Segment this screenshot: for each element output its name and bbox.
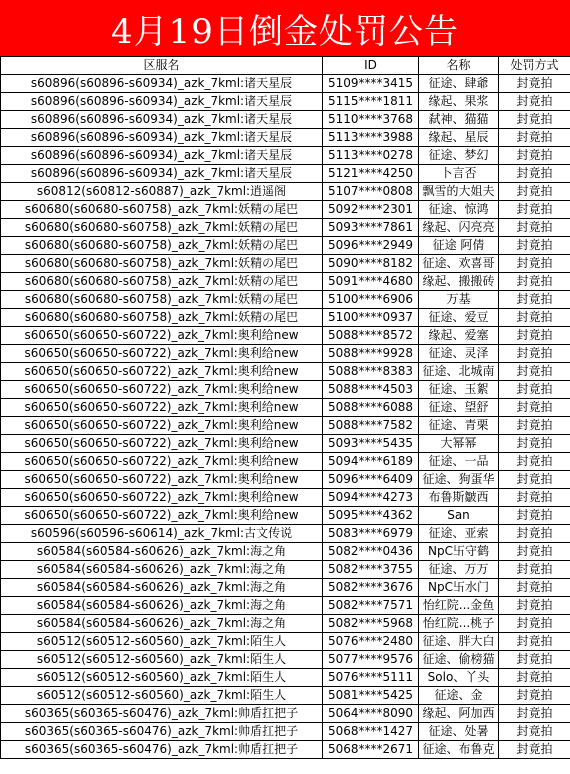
cell-server: s60650(s60650-s60722)_azk_7kml:奥利给new — [1, 489, 323, 507]
cell-server: s60896(s60896-s60934)_azk_7kml:诸天星辰 — [1, 75, 323, 93]
cell-server: s60584(s60584-s60626)_azk_7kml:海之角 — [1, 579, 323, 597]
cell-server: s60650(s60650-s60722)_azk_7kml:奥利给new — [1, 453, 323, 471]
cell-penalty: 封竟拍 — [499, 183, 570, 201]
cell-penalty: 封竟拍 — [499, 687, 570, 705]
cell-id: 5094****6189 — [323, 453, 419, 471]
table-row — [1, 579, 570, 597]
cell-name: 征途、金 — [419, 687, 499, 705]
table-row — [1, 615, 570, 633]
table-row — [1, 201, 570, 219]
cell-id: 5100****6906 — [323, 291, 419, 309]
cell-id: 5113****3988 — [323, 129, 419, 147]
cell-penalty: 封竟拍 — [499, 381, 570, 399]
cell-id: 5115****1811 — [323, 93, 419, 111]
cell-server: s60650(s60650-s60722)_azk_7kml:奥利给new — [1, 363, 323, 381]
cell-penalty: 封竟拍 — [499, 147, 570, 165]
cell-name: 征途、惊鸿 — [419, 201, 499, 219]
cell-penalty: 封竟拍 — [499, 723, 570, 741]
cell-server: s60812(s60812-s60887)_azk_7kml:逍遥阁 — [1, 183, 323, 201]
cell-id: 5064****8090 — [323, 705, 419, 723]
cell-name: 征途、处暑 — [419, 723, 499, 741]
cell-name: 征途、灵泽 — [419, 345, 499, 363]
cell-id: 5107****0808 — [323, 183, 419, 201]
table-row — [1, 399, 570, 417]
table-row — [1, 561, 570, 579]
table-row — [1, 471, 570, 489]
cell-penalty: 封竟拍 — [499, 471, 570, 489]
cell-name: NpC卐守鹤 — [419, 543, 499, 561]
cell-penalty: 封竟拍 — [499, 273, 570, 291]
table-row — [1, 129, 570, 147]
cell-id: 5091****4680 — [323, 273, 419, 291]
cell-server: s60584(s60584-s60626)_azk_7kml:海之角 — [1, 543, 323, 561]
cell-id: 5082****3676 — [323, 579, 419, 597]
cell-penalty: 封竟拍 — [499, 363, 570, 381]
table-row — [1, 507, 570, 525]
cell-name: 征途、青栗 — [419, 417, 499, 435]
cell-id: 5093****7861 — [323, 219, 419, 237]
header-server: 区服名 — [1, 57, 323, 75]
header-penalty: 处罚方式 — [499, 57, 570, 75]
cell-penalty: 封竟拍 — [499, 417, 570, 435]
cell-penalty: 封竟拍 — [499, 201, 570, 219]
cell-name: 缘起、爱塞 — [419, 327, 499, 345]
cell-server: s60650(s60650-s60722)_azk_7kml:奥利给new — [1, 471, 323, 489]
cell-name: 征途、万万 — [419, 561, 499, 579]
cell-id: 5082****5968 — [323, 615, 419, 633]
cell-id: 5090****8182 — [323, 255, 419, 273]
cell-server: s60650(s60650-s60722)_azk_7kml:奥利给new — [1, 327, 323, 345]
table-row — [1, 363, 570, 381]
cell-name: 布鲁斯皺西 — [419, 489, 499, 507]
cell-id: 5088****8383 — [323, 363, 419, 381]
cell-name: 飘雪的大姐夫 — [419, 183, 499, 201]
cell-id: 5095****4362 — [323, 507, 419, 525]
table-row — [1, 651, 570, 669]
table-row — [1, 435, 570, 453]
cell-penalty: 封竟拍 — [499, 237, 570, 255]
cell-id: 5068****1427 — [323, 723, 419, 741]
cell-name: 缘起、搬搬砖 — [419, 273, 499, 291]
cell-name: 征途、北城南 — [419, 363, 499, 381]
cell-id: 5113****0278 — [323, 147, 419, 165]
table-row — [1, 489, 570, 507]
cell-server: s60680(s60680-s60758)_azk_7kml:妖精の尾巴 — [1, 201, 323, 219]
table-row — [1, 147, 570, 165]
table-row — [1, 345, 570, 363]
table-row — [1, 327, 570, 345]
cell-server: s60650(s60650-s60722)_azk_7kml:奥利给new — [1, 435, 323, 453]
cell-id: 5110****3768 — [323, 111, 419, 129]
table-row — [1, 525, 570, 543]
table-row — [1, 93, 570, 111]
cell-name: 征途、狗蛋华 — [419, 471, 499, 489]
cell-penalty: 封竟拍 — [499, 219, 570, 237]
cell-name: 征途、爱豆 — [419, 309, 499, 327]
cell-penalty: 封竟拍 — [499, 507, 570, 525]
cell-id: 5088****4503 — [323, 381, 419, 399]
cell-penalty: 封竟拍 — [499, 453, 570, 471]
table-row — [1, 417, 570, 435]
table-row — [1, 723, 570, 741]
cell-server: s60680(s60680-s60758)_azk_7kml:妖精の尾巴 — [1, 309, 323, 327]
cell-penalty: 封竟拍 — [499, 489, 570, 507]
cell-server: s60512(s60512-s60560)_azk_7kml:陌生人 — [1, 687, 323, 705]
cell-id: 5100****0937 — [323, 309, 419, 327]
cell-server: s60512(s60512-s60560)_azk_7kml:陌生人 — [1, 633, 323, 651]
cell-penalty: 封竟拍 — [499, 93, 570, 111]
cell-server: s60896(s60896-s60934)_azk_7kml:诸天星辰 — [1, 129, 323, 147]
cell-name: 征途、偷榜猫 — [419, 651, 499, 669]
table-row — [1, 453, 570, 471]
cell-name: NpC卐水门 — [419, 579, 499, 597]
cell-server: s60512(s60512-s60560)_azk_7kml:陌生人 — [1, 669, 323, 687]
cell-server: s60680(s60680-s60758)_azk_7kml:妖精の尾巴 — [1, 237, 323, 255]
table-row — [1, 597, 570, 615]
cell-server: s60584(s60584-s60626)_azk_7kml:海之角 — [1, 615, 323, 633]
table-body — [1, 75, 570, 759]
header-name: 名称 — [419, 57, 499, 75]
cell-id: 5088****7582 — [323, 417, 419, 435]
cell-name: 怡红院...金鱼 — [419, 597, 499, 615]
cell-name: San — [419, 507, 499, 525]
table-row — [1, 273, 570, 291]
cell-server: s60584(s60584-s60626)_azk_7kml:海之角 — [1, 597, 323, 615]
cell-name: 缘起、星辰 — [419, 129, 499, 147]
cell-name: 征途、望舒 — [419, 399, 499, 417]
cell-server: s60365(s60365-s60476)_azk_7kml:帅盾扛把子 — [1, 741, 323, 759]
table-row — [1, 669, 570, 687]
cell-name: 征途、梦幻 — [419, 147, 499, 165]
table-row — [1, 75, 570, 93]
cell-name: 征途、亚索 — [419, 525, 499, 543]
cell-id: 5082****0436 — [323, 543, 419, 561]
cell-name: 缘起、闪亮亮 — [419, 219, 499, 237]
table-row — [1, 687, 570, 705]
cell-penalty: 封竟拍 — [499, 669, 570, 687]
cell-server: s60680(s60680-s60758)_azk_7kml:妖精の尾巴 — [1, 255, 323, 273]
table-row — [1, 237, 570, 255]
cell-id: 5109****3415 — [323, 75, 419, 93]
table-row — [1, 309, 570, 327]
cell-name: 征途、胖大白 — [419, 633, 499, 651]
cell-penalty: 封竟拍 — [499, 651, 570, 669]
cell-id: 5082****7571 — [323, 597, 419, 615]
table-row — [1, 183, 570, 201]
cell-id: 5081****5425 — [323, 687, 419, 705]
cell-penalty: 封竟拍 — [499, 111, 570, 129]
cell-id: 5068****2671 — [323, 741, 419, 759]
cell-server: s60584(s60584-s60626)_azk_7kml:海之角 — [1, 561, 323, 579]
cell-penalty: 封竟拍 — [499, 579, 570, 597]
cell-penalty: 封竟拍 — [499, 633, 570, 651]
cell-id: 5077****9576 — [323, 651, 419, 669]
cell-id: 5076****5111 — [323, 669, 419, 687]
table-row — [1, 633, 570, 651]
cell-name: 征途、欢喜哥 — [419, 255, 499, 273]
cell-penalty: 封竟拍 — [499, 165, 570, 183]
cell-server: s60896(s60896-s60934)_azk_7kml:诸天星辰 — [1, 165, 323, 183]
cell-server: s60650(s60650-s60722)_azk_7kml:奥利给new — [1, 507, 323, 525]
cell-penalty: 封竟拍 — [499, 525, 570, 543]
table-row — [1, 705, 570, 723]
cell-id: 5092****2301 — [323, 201, 419, 219]
cell-server: s60896(s60896-s60934)_azk_7kml:诸天星辰 — [1, 147, 323, 165]
table-header-row — [1, 57, 570, 75]
cell-name: 征途、肆爺 — [419, 75, 499, 93]
cell-id: 5096****2949 — [323, 237, 419, 255]
cell-server: s60896(s60896-s60934)_azk_7kml:诸天星辰 — [1, 111, 323, 129]
cell-penalty: 封竟拍 — [499, 309, 570, 327]
cell-name: 征途、布鲁克 — [419, 741, 499, 759]
cell-server: s60650(s60650-s60722)_azk_7kml:奥利给new — [1, 381, 323, 399]
table-row — [1, 219, 570, 237]
cell-name: 大幂幂 — [419, 435, 499, 453]
cell-penalty: 封竟拍 — [499, 435, 570, 453]
cell-penalty: 封竟拍 — [499, 741, 570, 759]
penalty-table — [0, 56, 570, 759]
cell-server: s60650(s60650-s60722)_azk_7kml:奥利给new — [1, 345, 323, 363]
cell-id: 5096****6409 — [323, 471, 419, 489]
cell-server: s60365(s60365-s60476)_azk_7kml:帅盾扛把子 — [1, 705, 323, 723]
table-row — [1, 255, 570, 273]
cell-id: 5088****9928 — [323, 345, 419, 363]
cell-name: 卜言否 — [419, 165, 499, 183]
cell-name: 缘起、阿加西 — [419, 705, 499, 723]
cell-id: 5121****4250 — [323, 165, 419, 183]
cell-id: 5082****3755 — [323, 561, 419, 579]
header-id: ID — [323, 57, 419, 75]
cell-name: 弑神、猫猫 — [419, 111, 499, 129]
cell-id: 5083****6979 — [323, 525, 419, 543]
cell-penalty: 封竟拍 — [499, 255, 570, 273]
cell-id: 5088****6088 — [323, 399, 419, 417]
cell-penalty: 封竟拍 — [499, 327, 570, 345]
cell-name: 缘起、果浆 — [419, 93, 499, 111]
cell-server: s60680(s60680-s60758)_azk_7kml:妖精の尾巴 — [1, 291, 323, 309]
cell-name: 怡红院...桃子 — [419, 615, 499, 633]
table-row — [1, 741, 570, 759]
cell-server: s60596(s60596-s60614)_azk_7kml:古文传说 — [1, 525, 323, 543]
cell-name: Solo、丫头 — [419, 669, 499, 687]
cell-name: 征途、一品 — [419, 453, 499, 471]
cell-server: s60896(s60896-s60934)_azk_7kml:诸天星辰 — [1, 93, 323, 111]
table-row — [1, 165, 570, 183]
cell-penalty: 封竟拍 — [499, 561, 570, 579]
cell-penalty: 封竟拍 — [499, 291, 570, 309]
cell-server: s60650(s60650-s60722)_azk_7kml:奥利给new — [1, 417, 323, 435]
cell-id: 5088****8572 — [323, 327, 419, 345]
cell-server: s60680(s60680-s60758)_azk_7kml:妖精の尾巴 — [1, 273, 323, 291]
cell-server: s60650(s60650-s60722)_azk_7kml:奥利给new — [1, 399, 323, 417]
cell-penalty: 封竟拍 — [499, 345, 570, 363]
cell-penalty: 封竟拍 — [499, 543, 570, 561]
cell-id: 5076****2480 — [323, 633, 419, 651]
table-row — [1, 381, 570, 399]
cell-penalty: 封竟拍 — [499, 75, 570, 93]
cell-penalty: 封竟拍 — [499, 705, 570, 723]
cell-penalty: 封竟拍 — [499, 615, 570, 633]
cell-id: 5093****5435 — [323, 435, 419, 453]
cell-server: s60680(s60680-s60758)_azk_7kml:妖精の尾巴 — [1, 219, 323, 237]
cell-server: s60512(s60512-s60560)_azk_7kml:陌生人 — [1, 651, 323, 669]
cell-name: 万基 — [419, 291, 499, 309]
table-row — [1, 543, 570, 561]
cell-server: s60365(s60365-s60476)_azk_7kml:帅盾扛把子 — [1, 723, 323, 741]
table-row — [1, 111, 570, 129]
cell-penalty: 封竟拍 — [499, 399, 570, 417]
cell-name: 征途、玉絮 — [419, 381, 499, 399]
cell-penalty: 封竟拍 — [499, 597, 570, 615]
page-title: 4月19日倒金处罚公告 — [0, 0, 570, 56]
table-row — [1, 291, 570, 309]
cell-penalty: 封竟拍 — [499, 129, 570, 147]
cell-name: 征途 阿倩 — [419, 237, 499, 255]
cell-id: 5094****4273 — [323, 489, 419, 507]
